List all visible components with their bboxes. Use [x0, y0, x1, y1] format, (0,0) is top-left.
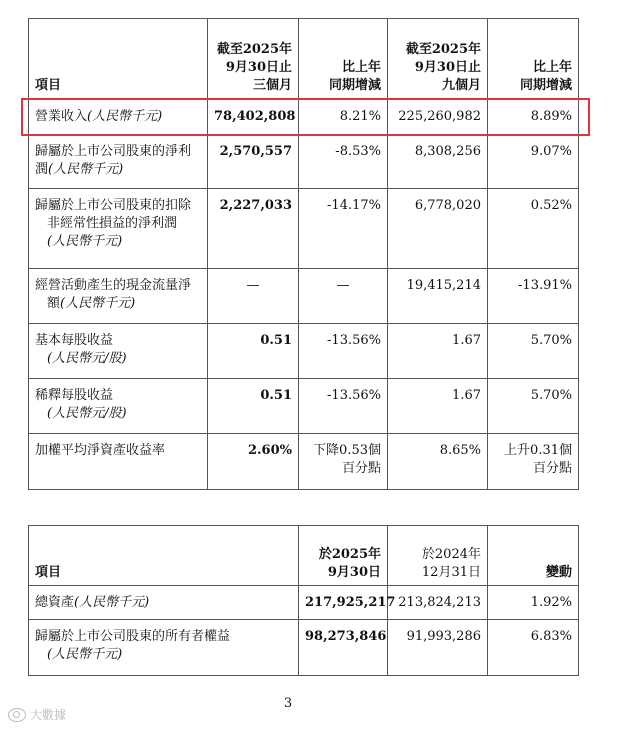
cell-value: -13.91%	[488, 269, 579, 324]
cell-value: 6.83%	[488, 620, 579, 676]
row-label: 稀釋每股收益 (人民幣元/股)	[29, 379, 208, 434]
cell-value: 5.70%	[488, 379, 579, 434]
header-item: 項目	[29, 526, 299, 586]
cell-value: 19,415,214	[388, 269, 488, 324]
financial-summary-table	[28, 18, 579, 490]
cell-value: 1.92%	[488, 586, 579, 620]
table-row	[29, 135, 579, 189]
table-row	[29, 269, 579, 324]
cell-value: 8.65%	[388, 434, 488, 490]
cell-value: 上升0.31個 百分點	[488, 434, 579, 490]
table-row	[29, 586, 579, 620]
cell-value: 213,824,213	[388, 586, 488, 620]
cell-value: 5.70%	[488, 324, 579, 379]
watermark-logo-icon	[8, 708, 26, 722]
cell-value: 78,402,808	[208, 99, 299, 135]
cell-value: 8.89%	[488, 99, 579, 135]
row-label: 歸屬於上市公司股東的所有者權益 (人民幣千元)	[29, 620, 299, 676]
balance-sheet-table	[28, 525, 579, 676]
cell-value: —	[208, 269, 299, 324]
table-header-row	[29, 19, 579, 99]
cell-value: 0.51	[208, 324, 299, 379]
row-label: 歸屬於上市公司股東的淨利 潤(人民幣千元)	[29, 135, 208, 189]
cell-value: -13.56%	[299, 379, 388, 434]
cell-value: 217,925,217	[299, 586, 388, 620]
table-header-row	[29, 526, 579, 586]
cell-value: -8.53%	[299, 135, 388, 189]
row-label: 歸屬於上市公司股東的扣除 非經常性損益的淨利潤 (人民幣千元)	[29, 189, 208, 269]
cell-value: 2,227,033	[208, 189, 299, 269]
row-label: 加權平均淨資產收益率	[29, 434, 208, 490]
table-row	[29, 620, 579, 676]
header-current: 於2025年 9月30日	[299, 526, 388, 586]
cell-value: 6,778,020	[388, 189, 488, 269]
cell-value: -13.56%	[299, 324, 388, 379]
cell-value: 98,273,846	[299, 620, 388, 676]
page-number: 3	[283, 696, 293, 711]
cell-value: 8,308,256	[388, 135, 488, 189]
table-row	[29, 189, 579, 269]
row-label: 營業收入(人民幣千元)	[29, 99, 208, 135]
watermark-text: 大數據	[30, 708, 67, 722]
table-row	[29, 99, 579, 135]
cell-value: —	[299, 269, 388, 324]
row-label: 經營活動產生的現金流量淨 額(人民幣千元)	[29, 269, 208, 324]
header-change: 變動	[488, 526, 579, 586]
header-prior: 於2024年 12月31日	[388, 526, 488, 586]
table-row	[29, 379, 579, 434]
cell-value: 1.67	[388, 324, 488, 379]
header-q3: 截至2025年 9月30日止 三個月	[208, 19, 299, 99]
cell-value: 2.60%	[208, 434, 299, 490]
cell-value: 2,570,557	[208, 135, 299, 189]
cell-value: 8.21%	[299, 99, 388, 135]
cell-value: 下降0.53個 百分點	[299, 434, 388, 490]
cell-value: -14.17%	[299, 189, 388, 269]
row-label: 基本每股收益 (人民幣元/股)	[29, 324, 208, 379]
header-ytd-change: 比上年 同期增減	[488, 19, 579, 99]
header-ytd: 截至2025年 9月30日止 九個月	[388, 19, 488, 99]
header-item: 項目	[29, 19, 208, 99]
row-label: 總資產(人民幣千元)	[29, 586, 299, 620]
cell-value: 9.07%	[488, 135, 579, 189]
cell-value: 0.52%	[488, 189, 579, 269]
cell-value: 91,993,286	[388, 620, 488, 676]
cell-value: 1.67	[388, 379, 488, 434]
cell-value: 0.51	[208, 379, 299, 434]
table-row	[29, 324, 579, 379]
watermark	[8, 706, 66, 723]
header-q3-change: 比上年 同期增減	[299, 19, 388, 99]
cell-value: 225,260,982	[388, 99, 488, 135]
table-row	[29, 434, 579, 490]
